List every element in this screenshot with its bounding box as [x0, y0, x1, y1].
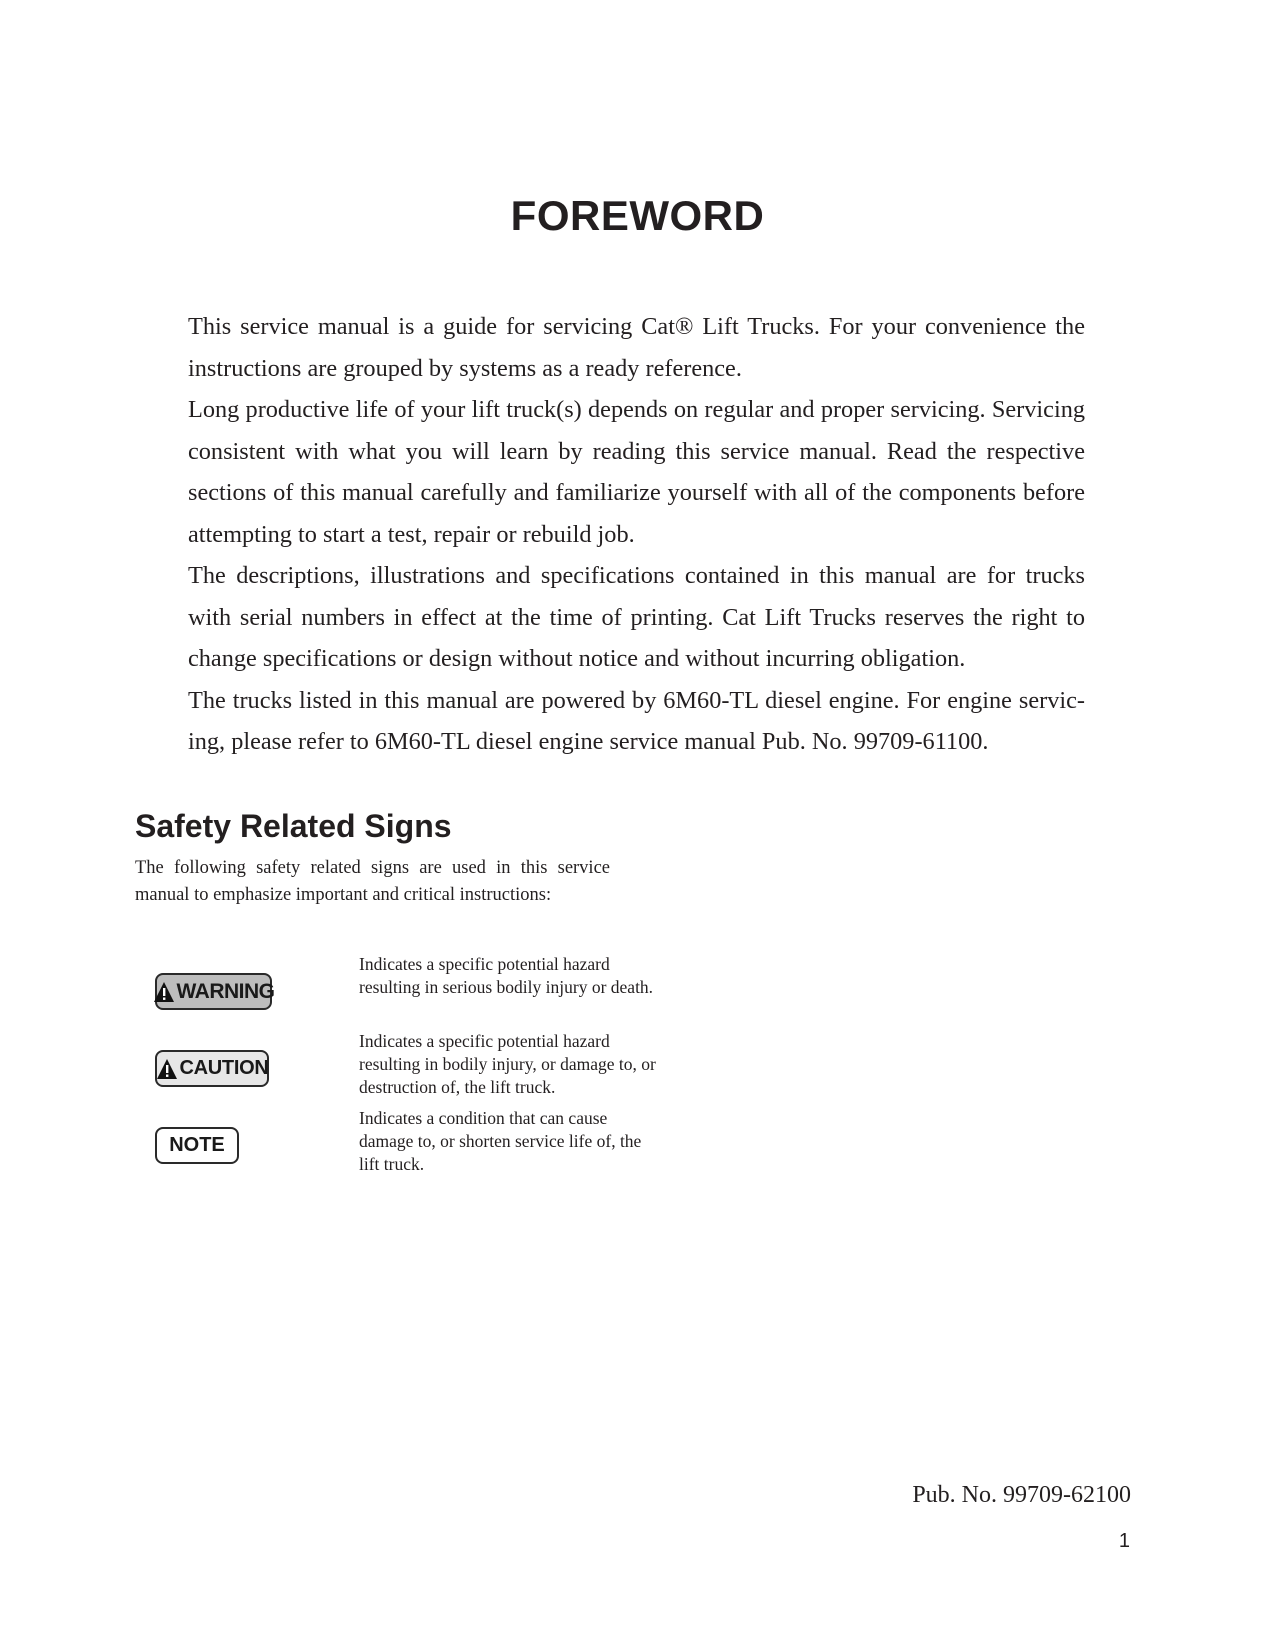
- note-sign: [155, 1127, 239, 1164]
- note-sign-description: Indicates a condition that can cause damage to, or shorten service life of, the lift truck.: [359, 1108, 642, 1174]
- section-intro: The following safety related signs are used in this service manual to emphasize important and critical instructions:: [135, 858, 610, 905]
- warning-triangle-icon: [156, 1058, 178, 1080]
- foreword-paragraph: The descriptions, illustrations and specifications contained in this manual are for trucks with serial numbers in effect at the time of printing. Cat Lift Trucks reserves the right to change specifications or design without notice and without incurring obligation.: [188, 562, 1085, 672]
- warning-sign-label: WARNING: [176, 979, 275, 1003]
- warning-triangle-icon: [153, 981, 175, 1003]
- warning-sign-description: Indicates a specific potential hazard resulting in serious bodily injury or death.: [359, 954, 654, 997]
- page-title: FOREWORD: [510, 192, 765, 239]
- caution-sign: [155, 1050, 269, 1087]
- page-number: 1: [1118, 1530, 1130, 1552]
- warning-sign: [155, 973, 275, 1010]
- caution-sign-description: Indicates a specific potential hazard resulting in bodily injury, or damage to, or destruction of, the lift truck.: [359, 1031, 656, 1097]
- note-sign-label: NOTE: [169, 1134, 225, 1156]
- foreword-paragraph: The trucks listed in this manual are powered by 6M60-TL diesel engine. For engine servicing, please refer to 6M60-TL diesel engine service manual Pub. No. 99709-61100.: [188, 686, 1085, 755]
- foreword-paragraph: This service manual is a guide for servicing Cat® Lift Trucks. For your convenience the instructions are grouped by systems as a ready reference.: [188, 313, 1085, 382]
- section-heading: Safety Related Signs: [135, 808, 452, 844]
- foreword-body: [188, 306, 1085, 763]
- foreword-paragraph: Long productive life of your lift truck(s) depends on regular and proper servicing. Servicing consistent with what you will learn by reading this service manual. Read the respective sections of this manual carefully and familiarize yourself with all of the components before attempting to start a test, repair or rebuild job.: [188, 396, 1085, 548]
- publication-number: Pub. No. 99709-62100: [912, 1482, 1131, 1508]
- caution-sign-label: CAUTION: [179, 1057, 269, 1079]
